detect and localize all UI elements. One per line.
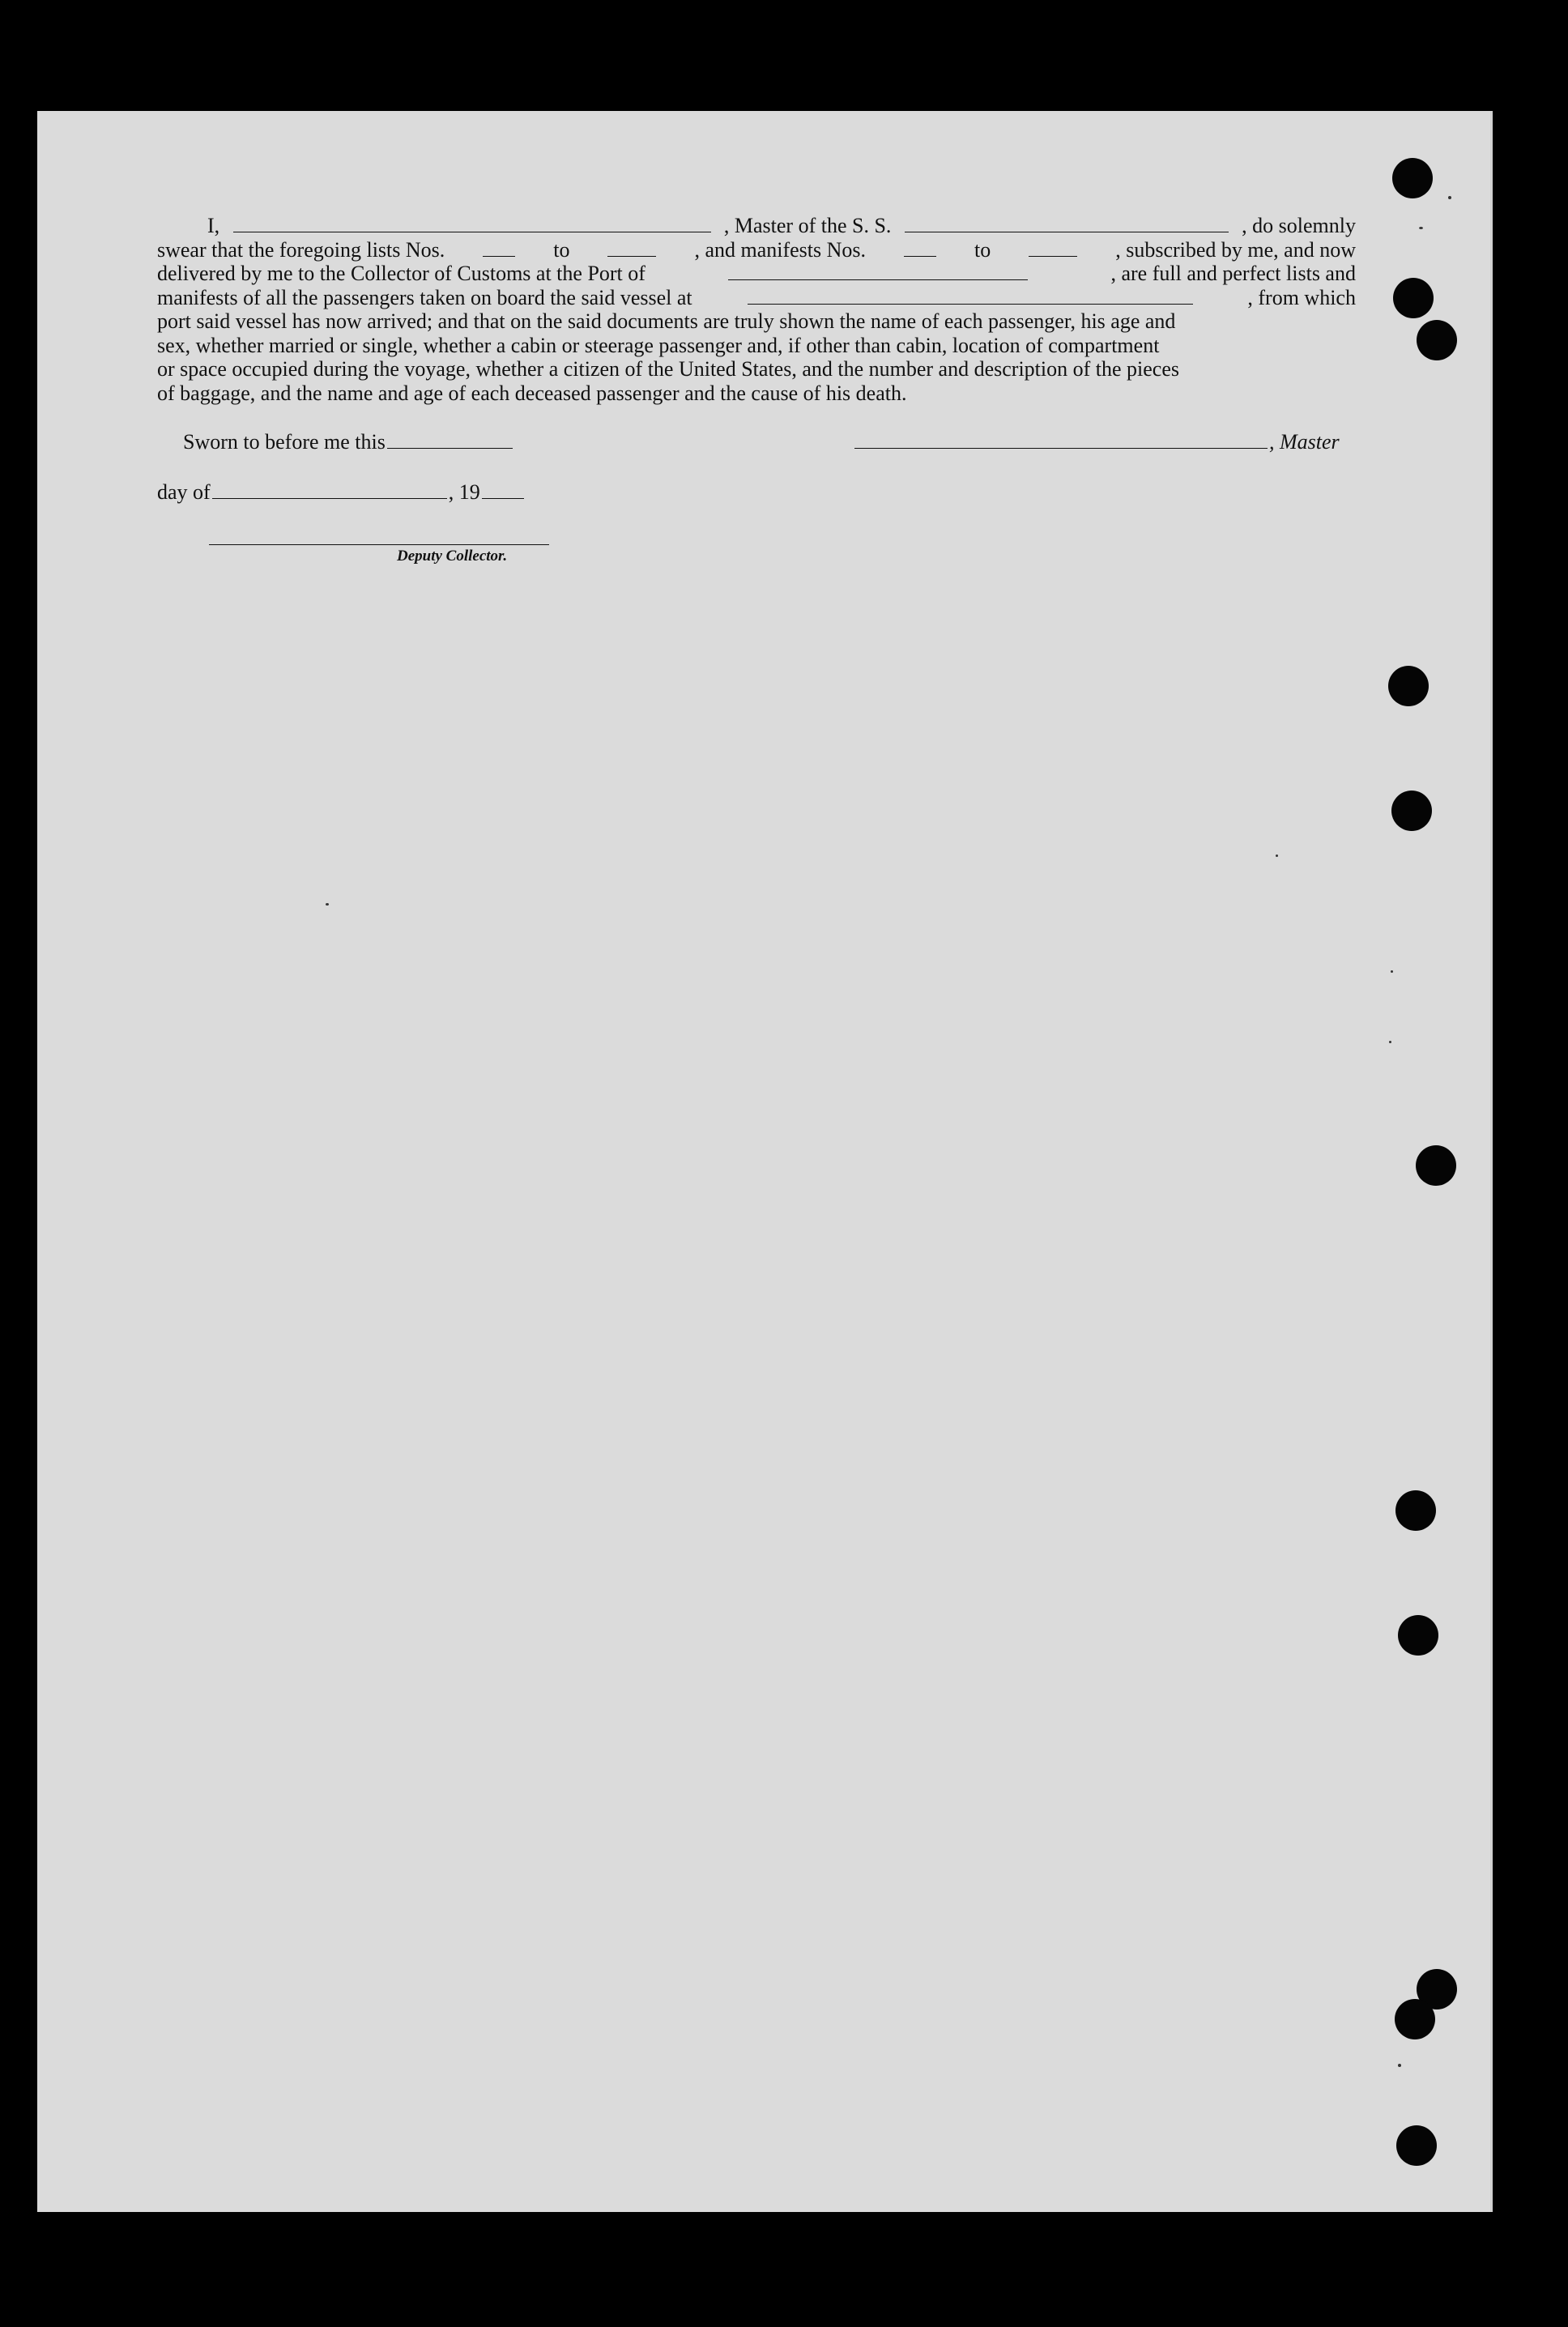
binder-hole (1395, 1999, 1435, 2039)
manifests-from-blank (904, 255, 936, 257)
paper-speck (1398, 2064, 1401, 2067)
oath-text: to (974, 237, 991, 262)
binder-hole (1416, 1145, 1456, 1186)
oath-text: , from which (1247, 285, 1356, 309)
binder-hole (1393, 278, 1434, 318)
oath-line-6 (157, 334, 1356, 358)
month-blank (212, 497, 447, 499)
oath-line-7 (157, 357, 1356, 381)
sworn-label: Sworn to before me this (183, 430, 386, 454)
paper-speck (1419, 227, 1423, 229)
collector-label: Deputy Collector. (397, 548, 508, 565)
binder-hole (1388, 666, 1429, 706)
sworn-row (183, 430, 514, 454)
oath-line-1 (157, 214, 1356, 238)
oath-text: , subscribed by me, and now (1115, 237, 1356, 262)
vessel-name-blank (905, 231, 1229, 232)
oath-text: port said vessel has now arrived; and that on the said documents are truly shown the name of each passenger, his age and (157, 309, 1176, 333)
oath-line-2 (157, 238, 1356, 262)
oath-text: , are full and perfect lists and (1110, 262, 1356, 285)
binder-hole (1395, 1490, 1436, 1531)
oath-paragraph (157, 214, 1356, 405)
oath-text: of baggage, and the name and age of each deceased passenger and the cause of his death. (157, 381, 907, 405)
day-label: day of (157, 480, 211, 504)
master-signature-blank (854, 447, 1268, 449)
oath-line-4 (157, 286, 1356, 310)
oath-text: , and manifests Nos. (694, 237, 867, 262)
year-blank (482, 497, 524, 499)
oath-text: to (553, 237, 570, 262)
paper-speck (326, 903, 329, 906)
lists-from-blank (483, 255, 515, 257)
oath-text: sex, whether married or single, whether a cabin or steerage passenger and, if other than cabin, location of compartment (157, 333, 1160, 357)
sworn-day-blank (387, 447, 513, 449)
binder-hole (1392, 158, 1433, 198)
oath-line-5 (157, 309, 1356, 334)
binder-hole (1417, 320, 1457, 360)
manifests-to-blank (1029, 255, 1077, 257)
year-label: , 19 (448, 480, 480, 504)
paper-speck (1276, 855, 1278, 857)
oath-line-3 (157, 262, 1356, 286)
port-blank (728, 279, 1028, 280)
master-label: , Master (1269, 430, 1340, 454)
oath-text: , Master of the S. S. (723, 214, 892, 237)
day-row (157, 480, 526, 505)
embark-port-blank (748, 303, 1193, 305)
binder-hole (1396, 2125, 1437, 2166)
oath-text: delivered by me to the Collector of Customs at the Port of (157, 262, 646, 285)
collector-signature-line (209, 544, 549, 545)
lists-to-blank (607, 255, 656, 257)
paper-speck (1448, 196, 1451, 199)
document-page (37, 111, 1493, 2212)
oath-text: , do solemnly (1242, 214, 1356, 237)
master-signature-row (853, 430, 1340, 454)
oath-text: or space occupied during the voyage, whether a citizen of the United States, and the number and description of the pieces (157, 357, 1180, 381)
oath-text: swear that the foregoing lists Nos. (157, 237, 445, 262)
paper-speck (1389, 1041, 1391, 1043)
master-name-blank (233, 231, 711, 232)
oath-text: manifests of all the passengers taken on board the said vessel at (157, 285, 692, 309)
binder-hole (1391, 791, 1432, 831)
binder-hole (1398, 1615, 1438, 1656)
oath-line-8 (157, 381, 1356, 406)
paper-speck (1391, 970, 1393, 973)
oath-text: I, (207, 214, 220, 237)
